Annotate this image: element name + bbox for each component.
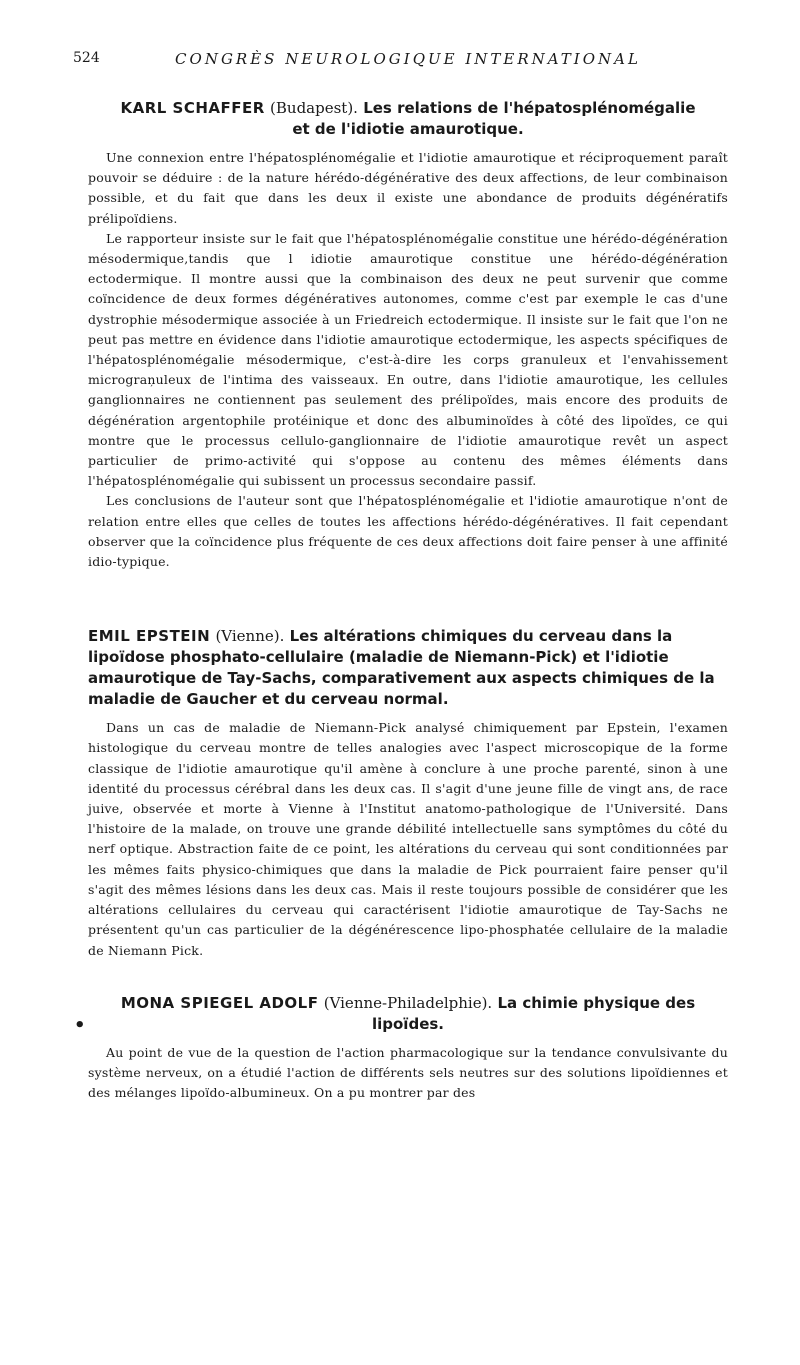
article-schaffer	[88, 98, 728, 572]
author-city: (Vienne).	[215, 627, 285, 646]
paragraph: Les conclusions de l'auteur sont que l'hépatosplénomégalie et l'idiotie amaurotique n'ont de relation entre elles que celles de toutes les affections hérédo-dégénératives. Il fait cependant observer que la coïncidence plus fréquente de ces deux affections doit faire penser à une affinité idio-typique.	[88, 493, 728, 570]
article-heading	[74, 993, 728, 1036]
paragraph: Au point de vue de la question de l'action pharmacologique sur la tendance convulsivante du système nerveux, on a étudié l'action de différents sels neutres sur des solutions lipoïdiennes et des mélanges lipoïdo-albumineux. On a pu montrer par des	[88, 1044, 728, 1101]
page-number: 524	[73, 50, 100, 66]
article-spiegel-adolf	[74, 993, 728, 1104]
author-name: MONA SPIEGEL ADOLF	[120, 993, 319, 1012]
article-title-line-2: lipoïdes.	[371, 1014, 444, 1033]
section-gap	[88, 590, 728, 626]
article-title-line-1: La chimie physique des	[497, 993, 696, 1012]
author-name: KARL SCHAFFER	[120, 99, 265, 117]
paragraph: Une connexion entre l'hépatosplénomégalie et l'idiotie amaurotique et réciproquement paraît pouvoir se déduire : de la nature hérédo-dégénérative des deux affections, de leur combinaison possible, et du fait que dans les deux il existe une abondance de produits dégénératifs prélipoïdiens.	[88, 150, 728, 226]
article-title-line-1: Les relations de l'hépatosplénomégalie	[363, 99, 696, 117]
paragraph: Dans un cas de maladie de Niemann-Pick analysé chimiquement par Epstein, l'examen histologique du cerveau montre de telles analogies avec l'aspect microscopique de la forme classique de l'idiotie amaurotique qu'il amène à conclure à une proche parenté, sinon à une identité du processus cérébral dans les deux cas. Il s'agit d'une jeune fille de vingt ans, de race juive, observée et morte à Vienne à l'Institut anatomo-pathologique de l'Université. Dans l'histoire de la malade, on trouve une grande débilité intellectuelle sans symptômes du côté du nerf optique. Abstraction faite de ce point, les altérations du cerveau qui sont conditionnées par les mêmes faits physico-chimiques que dans la maladie de Pick pourraient faire penser qu'il s'agit des mêmes lésions dans les deux cas. Mais il reste toujours possible de considérer que les altérations cellulaires du cerveau qui caractérisent l'idiotie amaurotique de Tay-Sachs ne présentent qu'un cas particulier de la dégénérescence lipo-phosphatée cellulaire de la maladie de Niemann Pick.	[88, 720, 728, 958]
section-gap	[88, 979, 728, 993]
running-head	[73, 50, 728, 80]
article-epstein	[88, 626, 728, 960]
journal-title: CONGRÈS NEUROLOGIQUE INTERNATIONAL	[175, 50, 641, 68]
article-title: Les altérations chimiques du cerveau dans la lipoïdose phosphato-cellulaire (maladie de Niemann-Pick) et l'idiotie amaurotique de Tay-Sachs, comparativement aux aspects chimiques de la maladie de Gaucher et du cerveau normal.	[88, 627, 715, 709]
bullet-mark: •	[74, 1014, 86, 1036]
page	[73, 50, 728, 1121]
article-title-line-2: et de l'idiotie amaurotique.	[292, 120, 524, 138]
author-city: (Vienne-Philadelphie).	[323, 993, 493, 1012]
article-heading	[88, 626, 728, 710]
author-city: (Budapest).	[270, 99, 358, 117]
paragraph: Le rapporteur insiste sur le fait que l'hépatosplénomégalie constitue une hérédo-dégénération mésodermique,tandis que l idiotie amaurotique constitue une hérédo-dégénération ectodermique. Il montre aussi que la combinaison des deux ne peut survenir que comme coïncidence de deux formes dégénératives autonomes, comme c'est par exemple le cas d'une dystrophie mésodermique associée à un Friedreich ectodermique. Il insiste sur le fait que l'on ne peut pas mettre en évidence dans l'idiotie amaurotique ectodermique, les aspects spécifiques de l'hépatosplénomégalie mésodermique, c'est-à-dire les corps granuleux et l'envahissement micrograņuleux de l'intima des vaisseaux. En outre, dans l'idiotie amaurotique, les cellules ganglionnaires ne contiennent pas seulement des prélipoïdes, mais encore des produits de dégénération argentophile protéinique et donc des albuminoïdes à côté des lipoïdes, ce qui montre que le processus cellulo-ganglionnaire de l'idiotie amaurotique revêt un aspect particulier de primo-activité qui s'oppose au contenu des mêmes éléments dans l'hépatosplénomégalie qui subissent un processus secondaire passif.	[88, 230, 728, 489]
author-name: EMIL EPSTEIN	[88, 627, 211, 646]
article-heading	[88, 98, 728, 140]
